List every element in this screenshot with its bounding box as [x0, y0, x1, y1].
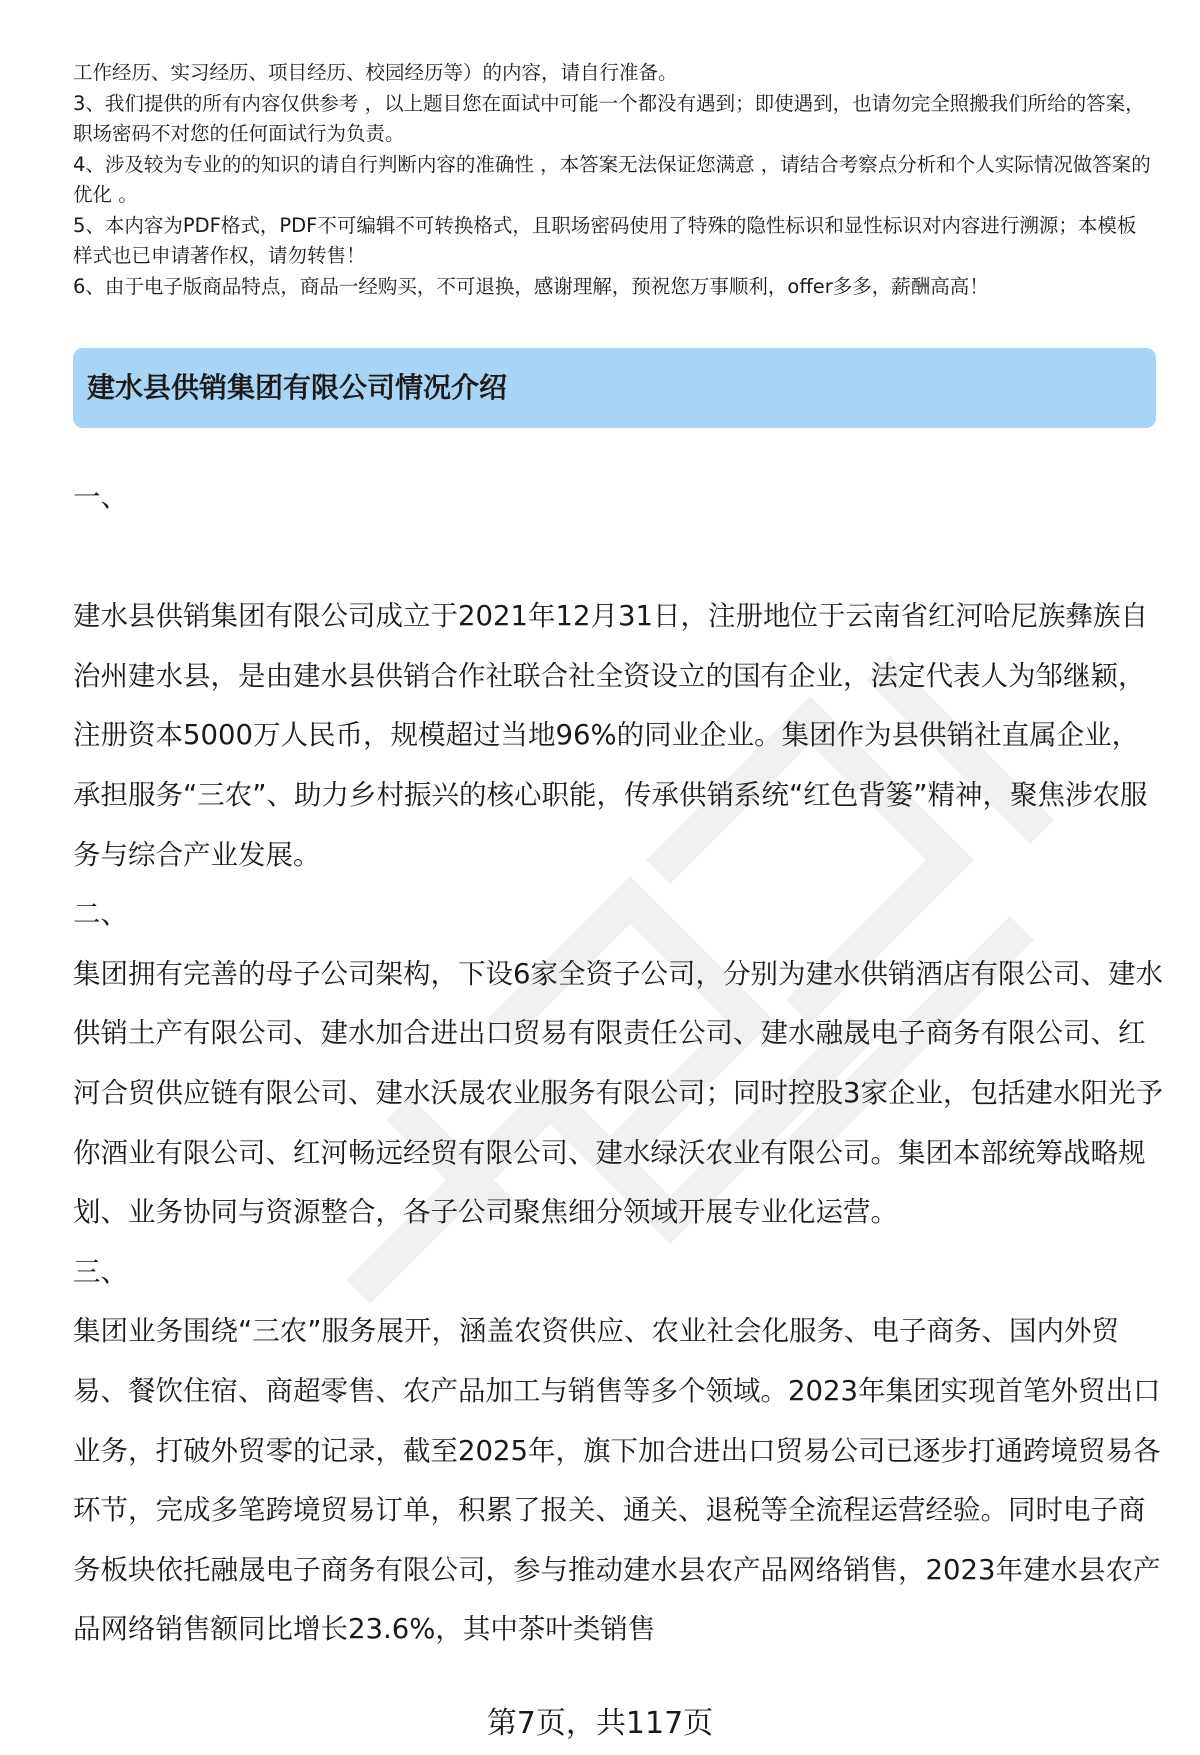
- section-title: 建水县供销集团有限公司情况介绍: [87, 371, 508, 404]
- section-number-3: 三、: [73, 1255, 128, 1288]
- paragraph-2: 集团拥有完善的母子公司架构，下设6家全资子公司，分别为建水供销酒店有限公司、建水供销土产有限公司、建水加合进出口贸易有限责任公司、建水融晟电子商务有限公司、红河合贸供应链有限公司、建水沃晟农业服务有限公司；同时控股3家企业，包括建水阳光予你酒业有限公司、红河畅远经贸有限公司、建水绿沃农业有限公司。集团本部统筹战略规划、业务协同与资源整合，各子公司聚焦细分领域开展专业化运营。: [73, 957, 1163, 1229]
- note-line: 3、我们提供的所有内容仅供参考 ，以上题目您在面试中可能一个都没有遇到；即使遇到，也请勿完全照搬我们所给的答案，职场密码不对您的任何面试行为负责。: [73, 91, 1145, 145]
- disclaimer-notes: [73, 58, 1153, 302]
- paragraph-1: 建水县供销集团有限公司成立于2021年12月31日，注册地位于云南省红河哈尼族彝族自治州建水县，是由建水县供销合作社联合社全资设立的国有企业，法定代表人为邹继颖，注册资本5000万人民币，规模超过当地96%的同业企业。集团作为县供销社直属企业，承担服务“三农”、助力乡村振兴的核心职能，传承供销系统“红色背篓”精神，聚焦涉农服务与综合产业发展。: [73, 600, 1148, 871]
- note-line: 5、本内容为PDF格式，PDF不可编辑不可转换格式，且职场密码使用了特殊的隐性标识和显性标识对内容进行溯源；本模板样式也已申请著作权，请勿转售！: [73, 213, 1137, 267]
- section-header-bar: [73, 348, 1156, 428]
- page-footer: 第7页，共117页: [486, 1706, 714, 1741]
- section-number-2: 二、: [73, 898, 128, 931]
- note-line: 工作经历、实习经历、项目经历、校园经历等）的内容，请自行准备。: [73, 61, 678, 84]
- blank-line: [73, 528, 1163, 588]
- note-line: 4、涉及较为专业的的知识的请自行判断内容的准确性 ，本答案无法保证您满意 ，请结合考察点分析和个人实际情况做答案的优化 。: [73, 152, 1151, 206]
- document-body: [73, 468, 1163, 1660]
- note-line: 6、由于电子版商品特点，商品一经购买，不可退换，感谢理解，预祝您万事顺利，offer多多，薪酬高高！: [73, 274, 989, 298]
- paragraph-3: 集团业务围绕“三农”服务展开，涵盖农资供应、农业社会化服务、电子商务、国内外贸易、餐饮住宿、商超零售、农产品加工与销售等多个领域。2023年集团实现首笔外贸出口业务，打破外贸零的记录，截至2025年，旗下加合进出口贸易公司已逐步打通跨境贸易各环节，完成多笔跨境贸易订单，积累了报关、通关、退税等全流程运营经验。同时电子商务板块依托融晟电子商务有限公司，参与推动建水县农产品网络销售，2023年建水县农产品网络销售额同比增长23.6%，其中茶叶类销售: [73, 1315, 1161, 1646]
- section-number-1: 一、: [73, 481, 128, 513]
